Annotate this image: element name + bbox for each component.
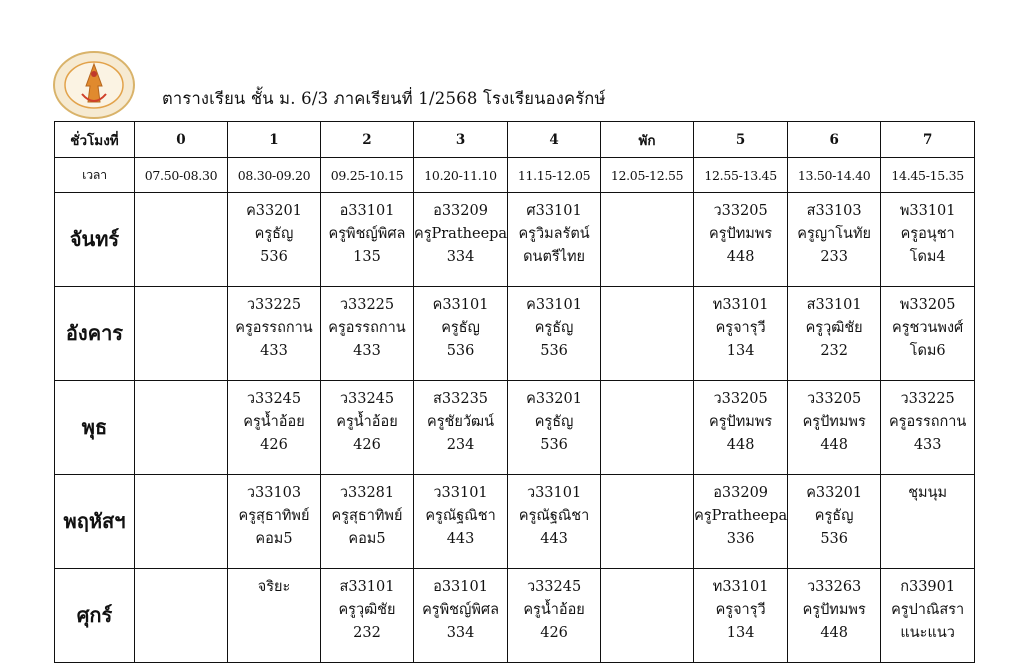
class-cell [414,381,508,475]
room: 536 [540,437,568,453]
teacher-name: ครูPratheepa [414,226,508,242]
subject-code: ว33101 [433,485,488,501]
day-row [55,193,975,287]
class-cell [694,287,788,381]
teacher-name: ครูสุธาทิพย์ [331,508,403,524]
class-cell [508,381,601,475]
room: 234 [446,437,475,453]
class-cell [788,475,881,569]
class-cell [414,287,508,381]
day-name: อังคาร [55,287,135,381]
subject-code: พ33205 [899,297,956,313]
class-cell [135,287,228,381]
room: โดม6 [909,343,946,359]
teacher-name: ครูพิชญ์พิศล [328,226,406,242]
room: โดม4 [909,249,946,265]
class-cell [788,569,881,663]
class-cell [321,475,414,569]
class-cell [414,193,508,287]
subject-code: ส33103 [806,203,862,219]
day-name: จันทร์ [55,193,135,287]
time-slot-2: 09.25-10.15 [321,158,414,193]
period-header-8: 7 [881,122,975,158]
subject-code: ว33225 [900,391,955,407]
room: คอม5 [348,531,386,547]
subject-code: ชุมนุม [908,485,948,501]
period-header-1: 1 [228,122,321,158]
class-cell [788,381,881,475]
subject-code: ส33101 [806,297,862,313]
period-header-0: 0 [135,122,228,158]
teacher-name: ครูญาโนทัย [797,226,872,242]
subject-code: อ33209 [433,203,488,219]
teacher-name: ครูสุธาทิพย์ [238,508,310,524]
teacher-name: ครูPratheepa [694,508,788,524]
day-name: ศุกร์ [55,569,135,663]
class-cell [228,193,321,287]
class-cell [694,381,788,475]
time-slot-1: 08.30-09.20 [228,158,321,193]
period-header-5: พัก [601,122,694,158]
subject-code: ว33245 [526,579,582,595]
room: 536 [820,531,848,547]
class-cell [881,381,975,475]
time-row [55,158,975,193]
class-cell [228,475,321,569]
period-header-6: 5 [694,122,788,158]
class-cell [788,193,881,287]
teacher-name: ครูธัญ [534,414,574,430]
teacher-name: ครูณัฐณิชา [425,508,496,524]
teacher-name: ครูอรรถกาน [328,320,406,336]
room: 336 [726,531,755,547]
timetable [54,121,975,663]
class-cell [881,475,975,569]
room: 134 [726,625,755,641]
subject-code: ว33101 [526,485,582,501]
room: 233 [820,249,848,265]
subject-code: ว33205 [713,391,768,407]
teacher-name: ครูวุฒิชัย [805,320,863,336]
class-cell [601,193,694,287]
class-cell [881,569,975,663]
class-cell [135,193,228,287]
class-cell [508,569,601,663]
room: 433 [913,437,942,453]
subject-code: ว33225 [246,297,302,313]
subject-code: ว33103 [246,485,302,501]
subject-code: ว33245 [339,391,395,407]
class-cell [135,381,228,475]
class-cell [601,287,694,381]
teacher-name: ครูธัญ [441,320,480,336]
teacher-name: ครูธัญ [254,226,294,242]
teacher-name: ครูธัญ [814,508,854,524]
teacher-name: ครูอรรถกาน [235,320,313,336]
period-header-3: 3 [414,122,508,158]
subject-code: พ33101 [899,203,956,219]
room: 448 [820,437,848,453]
teacher-name: ครูชวนพงศ์ [892,320,964,336]
room: 433 [353,343,381,359]
class-cell [601,475,694,569]
class-cell [228,287,321,381]
room: 448 [726,437,755,453]
subject-code: ท33101 [712,579,769,595]
room: 536 [540,343,568,359]
class-cell [601,381,694,475]
teacher-name: ครูณัฐณิชา [518,508,590,524]
subject-code: ศ33101 [526,203,582,219]
day-row [55,287,975,381]
room: 334 [446,625,475,641]
school-logo [52,50,136,120]
class-cell [135,569,228,663]
period-header-4: 4 [508,122,601,158]
time-row-label: เวลา [55,158,135,193]
class-cell [508,193,601,287]
subject-code: ก33901 [900,579,956,595]
room: 448 [820,625,848,641]
class-cell [881,193,975,287]
class-cell [321,569,414,663]
class-cell [508,287,601,381]
header-label-period: ชั่วโมงที่ [55,122,135,158]
subject-code: จริยะ [257,579,291,595]
day-row [55,381,975,475]
subject-code: ว33205 [807,391,862,407]
teacher-name: ครูจารุวี [715,320,766,336]
subject-code: ค33201 [246,203,302,219]
class-cell [414,569,508,663]
room: แนะแนว [900,625,955,641]
day-name: พุธ [55,381,135,475]
subject-code: ส33235 [433,391,489,407]
subject-code: อ33209 [713,485,769,501]
day-row [55,569,975,663]
teacher-name: ครูพิชญ์พิศล [422,602,499,618]
teacher-name: ครูปัทมพร [802,602,866,618]
class-cell [228,381,321,475]
room: 426 [540,625,568,641]
subject-code: อ33101 [433,579,488,595]
subject-code: ค33201 [806,485,863,501]
day-name: พฤหัสฯ [55,475,135,569]
class-cell [601,569,694,663]
time-slot-7: 13.50-14.40 [788,158,881,193]
class-cell [321,287,414,381]
room: 134 [726,343,755,359]
time-slot-5: 12.05-12.55 [601,158,694,193]
class-cell [414,475,508,569]
class-cell [228,569,321,663]
time-slot-6: 12.55-13.45 [694,158,788,193]
teacher-name: ครูปาณิสรา [891,602,965,618]
subject-code: ว33205 [713,203,768,219]
teacher-name: ครูน้ำอ้อย [243,414,305,430]
teacher-name: ครูธัญ [534,320,574,336]
teacher-name: ครูอรรถกาน [888,414,967,430]
period-header-2: 2 [321,122,414,158]
class-cell [135,475,228,569]
period-header-7: 6 [788,122,881,158]
time-slot-0: 07.50-08.30 [135,158,228,193]
room: คอม5 [255,531,293,547]
subject-code: ว33263 [807,579,862,595]
time-slot-4: 11.15-12.05 [508,158,601,193]
teacher-name: ครูน้ำอ้อย [336,414,398,430]
room: 426 [260,437,288,453]
teacher-name: ครูปัทมพร [709,226,773,242]
header-row [55,122,975,158]
room: 433 [260,343,288,359]
room: 536 [260,249,288,265]
class-cell [694,193,788,287]
room: 536 [446,343,475,359]
class-cell [694,569,788,663]
room: 443 [540,531,568,547]
room: 135 [353,249,381,265]
class-cell [694,475,788,569]
teacher-name: ครูอนุชา [900,226,955,242]
room: 232 [820,343,848,359]
page-title: ตารางเรียน ชั้น ม. 6/3 ภาคเรียนที่ 1/2568 โรงเรียนองครักษ์ [162,89,606,108]
class-cell [321,193,414,287]
teacher-name: ครูวุฒิชัย [338,602,396,618]
teacher-name: ครูปัทมพร [709,414,773,430]
teacher-name: ครูจารุวี [715,602,766,618]
class-cell [321,381,414,475]
subject-code: ค33201 [526,391,582,407]
subject-code: ว33281 [339,485,395,501]
subject-code: ค33101 [526,297,582,313]
room: 443 [446,531,475,547]
subject-code: ท33101 [712,297,769,313]
teacher-name: ครูน้ำอ้อย [523,602,585,618]
time-slot-3: 10.20-11.10 [414,158,508,193]
class-cell [788,287,881,381]
time-slot-8: 14.45-15.35 [881,158,975,193]
room: 334 [446,249,475,265]
teacher-name: ครูปัทมพร [802,414,866,430]
teacher-name: ครูวิมลรัตน์ [518,226,590,242]
subject-code: ส33101 [339,579,395,595]
day-row [55,475,975,569]
class-cell [881,287,975,381]
teacher-name: ครูชัยวัฒน์ [427,414,495,430]
room: 426 [353,437,381,453]
subject-code: อ33101 [339,203,395,219]
room: 448 [726,249,755,265]
subject-code: ว33245 [246,391,302,407]
subject-code: ว33225 [339,297,395,313]
room: ดนตรีไทย [523,249,586,265]
class-cell [508,475,601,569]
subject-code: ค33101 [432,297,489,313]
room: 232 [353,625,381,641]
